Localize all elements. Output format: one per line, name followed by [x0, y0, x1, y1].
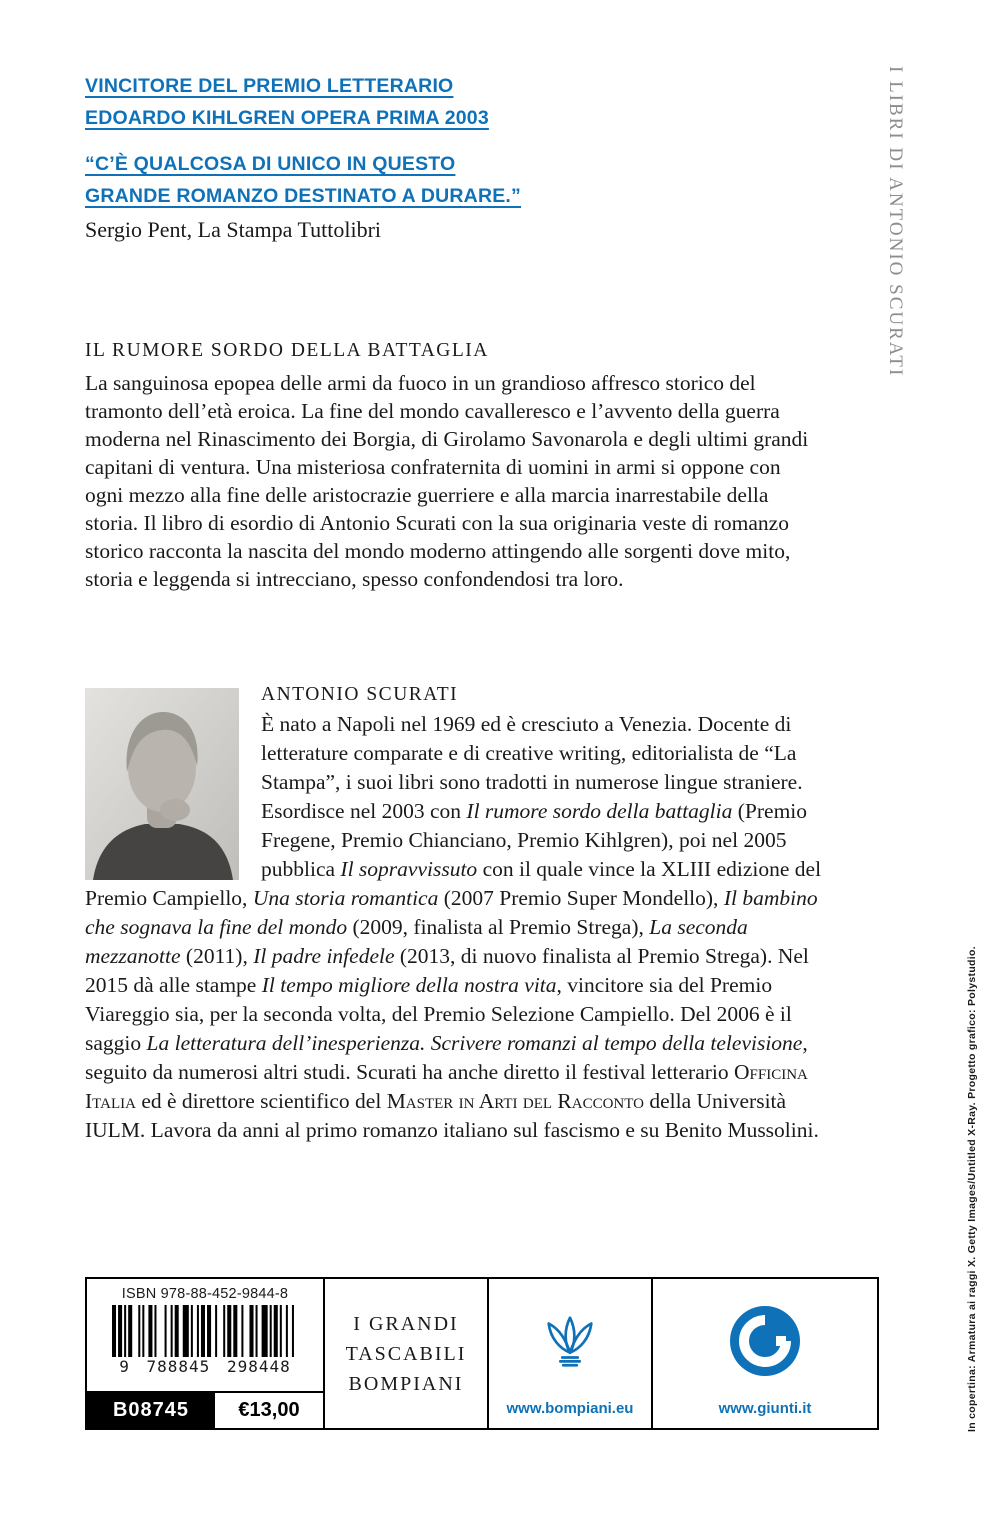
ean-digits: 9 788845 298448 [119, 1357, 291, 1376]
synopsis-body: La sanguinosa epopea delle armi da fuoco in un grandioso affresco storico del tramonto dell’età eroica. La fine del mondo cavalleresco e l’avvento della guerra moderna nel Rinascimento dei Borgia, di Girolamo Savonarola e degli ultimi grandi capitani di ventura. Una misteriosa confraternita di uomini in armi si oppone con ogni mezzo alla fine delle aristocrazie guerriere e alla marcia inarrestabile della storia. Il libro di esordio di Antonio Scurati con la sua originaria veste di romanzo storico racconta la nascita del mondo moderno attingendo alle sorgenti dove mito, storia e leggenda si intrecciano, spesso confondendosi tra loro. [85, 371, 809, 591]
author-bio: È nato a Napoli nel 1969 ed è cresciuto a Venezia. Docente di letterature comparate e di creative writing, editorialista de “La Stampa”, i suoi libri sono tradotti in numerose lingue straniere. Esordisce nel 2003 con Il rumore sordo della battaglia (Premio Fregene, Premio Chianciano, Premio Kihlgren), poi nel 2005 pubblica Il sopravvissuto con il quale vince la XLIII edizione del Premio Campiello, Una storia romantica (2007 Premio Super Mondello), Il bambino che sognava la fine del mondo (2009, finalista al Premio Strega), La seconda mezzanotte (2011), Il padre infedele (2013, di nuovo finalista al Premio Strega). Nel 2015 dà alle stampe Il tempo migliore della nostra vita, vincitore sia del Premio Viareggio sia, per la seconda volta, del Premio Selezione Campiello. Del 2006 è il saggio La letteratura dell’inesperienza. Scrivere romanzi al tempo della televisione, seguito da numerosi altri studi. Scurati ha anche diretto il festival letterario Officina Italia ed è direttore scientifico del Master in Arti del Racconto della Università IULM. Lavora da anni al primo romanzo italiano sul fascismo e su Benito Mussolini. [85, 712, 822, 1142]
award-line-1: VINCITORE DEL PREMIO LETTERARIO [85, 75, 454, 97]
isbn-label: ISBN 978-88-452-9844-8 [121, 1286, 289, 1302]
spine-text: I LIBRI DI ANTONIO SCURATI [885, 66, 906, 378]
giunti-url: www.giunti.it [718, 1400, 812, 1417]
bompiani-url: www.bompiani.eu [506, 1400, 634, 1417]
author-photo [85, 688, 239, 880]
collection-line-2: TASCABILI [345, 1342, 467, 1365]
quote-line-2: GRANDE ROMANZO DESTINATO A DURARE.” [85, 185, 521, 207]
barcode-panel [87, 1279, 325, 1428]
spacer [85, 134, 805, 148]
bompiani-logo [539, 1279, 601, 1400]
giunti-logo [728, 1279, 802, 1400]
synopsis-section [85, 337, 809, 593]
cover-credits: In copertina: Armatura ai raggi X. Getty Images/Untitled X-Ray. Progetto grafico: Polystudio. [966, 946, 978, 1432]
author-name: ANTONIO SCURATI [261, 684, 459, 705]
collection-panel [325, 1279, 489, 1428]
bompiani-panel [489, 1279, 653, 1428]
barcode [112, 1305, 298, 1357]
footer-bar [85, 1277, 879, 1430]
price-strip [87, 1391, 323, 1428]
award-line-2: EDOARDO KIHLGREN OPERA PRIMA 2003 [85, 107, 489, 129]
price: €13,00 [238, 1399, 300, 1421]
collection-line-3: BOMPIANI [348, 1372, 464, 1395]
collection-line-1: I GRANDI [353, 1312, 459, 1335]
awards-block [85, 70, 805, 243]
synopsis-title: IL RUMORE SORDO DELLA BATTAGLIA [85, 340, 489, 361]
giunti-panel [653, 1279, 877, 1428]
edition-code: B08745 [87, 1393, 215, 1428]
author-section [85, 680, 827, 1145]
quote-attribution: Sergio Pent, La Stampa Tuttolibri [85, 217, 382, 242]
quote-line-1: “C’È QUALCOSA DI UNICO IN QUESTO [85, 153, 456, 175]
